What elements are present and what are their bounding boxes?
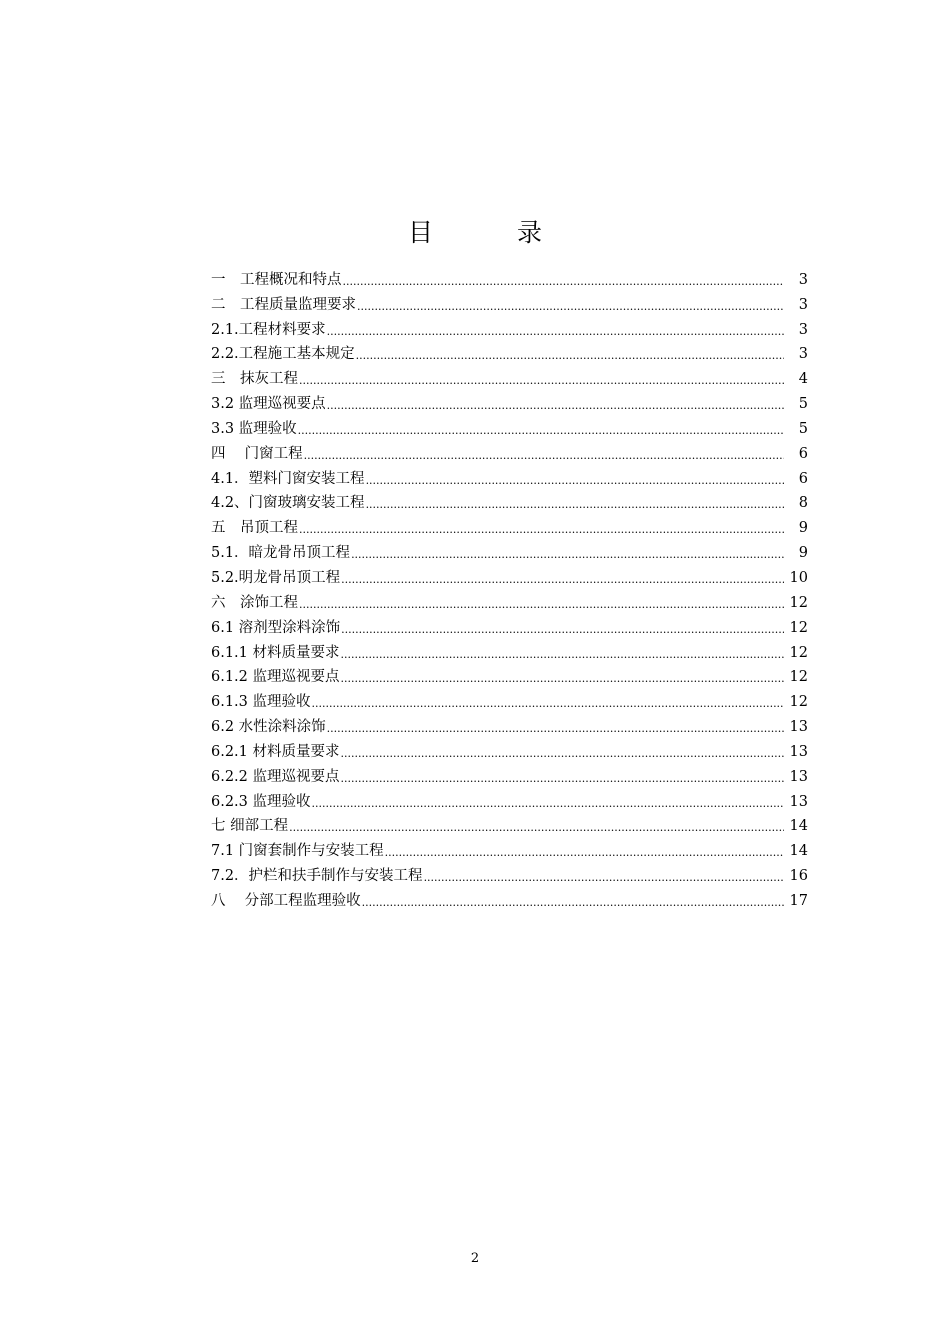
toc-leader-dots	[312, 796, 784, 812]
toc-entry-page: 3	[798, 271, 808, 288]
toc-entry-page: 14	[789, 818, 808, 835]
toc-entry[interactable]	[211, 315, 808, 340]
toc-leader-dots	[356, 348, 784, 364]
toc-entry[interactable]	[211, 836, 808, 861]
toc-leader-dots	[341, 647, 784, 663]
toc-leader-dots	[385, 845, 784, 861]
toc-entry[interactable]	[211, 513, 808, 538]
toc-entry[interactable]	[211, 762, 808, 787]
toc-entry[interactable]	[211, 812, 808, 837]
page-number: 2	[470, 1251, 480, 1266]
toc-entry-label: 6.1 溶剂型涂料涂饰	[211, 619, 341, 636]
toc-leader-dots	[327, 324, 784, 340]
toc-leader-dots	[341, 671, 784, 687]
toc-entry[interactable]	[211, 663, 808, 688]
toc-entry-page: 13	[789, 793, 808, 810]
toc-entry-page: 8	[798, 495, 808, 512]
toc-leader-dots	[341, 746, 784, 762]
toc-entry-label: 3.3 监理验收	[211, 420, 297, 437]
toc-entry-label: 6.1.1 材料质量要求	[211, 644, 340, 661]
toc-entry-label: 7.2．护栏和扶手制作与安装工程	[211, 868, 423, 885]
toc-entry[interactable]	[211, 861, 808, 886]
toc-entry-label: 7.1 门窗套制作与安装工程	[211, 843, 384, 860]
toc-entry-label: 4.1．塑料门窗安装工程	[211, 470, 365, 487]
toc-entry-page: 12	[789, 694, 808, 711]
toc-entry[interactable]	[211, 737, 808, 762]
toc-entry-page: 3	[798, 346, 808, 363]
toc-entry[interactable]	[211, 538, 808, 563]
toc-entry[interactable]	[211, 588, 808, 613]
toc-entry[interactable]	[211, 712, 808, 737]
toc-entry[interactable]	[211, 687, 808, 712]
toc-entry-label: 5.1．暗龙骨吊顶工程	[211, 545, 351, 562]
toc-entry-page: 9	[798, 545, 808, 562]
toc-entry-page: 12	[789, 594, 808, 611]
toc-entry-label: 5.2.明龙骨吊顶工程	[211, 569, 341, 586]
toc-entry[interactable]	[211, 787, 808, 812]
toc-entry-page: 17	[789, 892, 808, 909]
toc-entry[interactable]	[211, 290, 808, 315]
toc-entry-page: 6	[798, 470, 808, 487]
toc-leader-dots	[366, 497, 784, 513]
toc-entry-label: 6.2 水性涂料涂饰	[211, 719, 326, 736]
toc-entry-label: 6.2.3 监理验收	[211, 793, 311, 810]
toc-entry[interactable]	[211, 638, 808, 663]
toc-entry[interactable]	[211, 489, 808, 514]
toc-entry-page: 4	[798, 371, 808, 388]
toc-entry-label: 2.1.工程材料要求	[211, 321, 326, 338]
toc-entry-label: 6.2.2 监理巡视要点	[211, 768, 340, 785]
toc-entry-page: 12	[789, 669, 808, 686]
toc-entry-label: 2.2.工程施工基本规定	[211, 346, 355, 363]
toc-entry-label: 八 分部工程监理验收	[211, 892, 361, 909]
toc-entry-page: 3	[798, 296, 808, 313]
toc-entry-page: 13	[789, 743, 808, 760]
toc-entry[interactable]	[211, 563, 808, 588]
toc-leader-dots	[298, 423, 784, 439]
toc-leader-dots	[304, 448, 784, 464]
toc-entry-label: 七 细部工程	[211, 818, 289, 835]
toc-entry-label: 六 涂饰工程	[211, 594, 298, 611]
toc-leader-dots	[312, 696, 784, 712]
toc-entry-page: 13	[789, 768, 808, 785]
toc-entry-page: 12	[789, 644, 808, 661]
toc-leader-dots	[327, 398, 784, 414]
toc-entry-label: 一 工程概况和特点	[211, 271, 342, 288]
toc-leader-dots	[299, 597, 784, 613]
toc-leader-dots	[299, 373, 784, 389]
toc-entry-label: 3.2 监理巡视要点	[211, 396, 326, 413]
toc-leader-dots	[341, 771, 784, 787]
toc-entry-label: 6.1.3 监理验收	[211, 694, 311, 711]
toc-entry-label: 4.2、门窗玻璃安装工程	[211, 495, 365, 512]
toc-entry[interactable]	[211, 364, 808, 389]
toc-leader-dots	[357, 299, 784, 315]
toc-entry-page: 6	[798, 445, 808, 462]
toc-entry[interactable]	[211, 439, 808, 464]
toc-leader-dots	[289, 820, 784, 836]
toc-entry-page: 10	[789, 569, 808, 586]
toc-entry-page: 16	[789, 868, 808, 885]
toc-title: 目 录	[408, 218, 580, 247]
toc-leader-dots	[343, 274, 785, 290]
toc-entry-label: 二 工程质量监理要求	[211, 296, 356, 313]
toc-entry-label: 6.2.1 材料质量要求	[211, 743, 340, 760]
toc-entry-label: 三 抹灰工程	[211, 371, 298, 388]
toc-entry-page: 14	[789, 843, 808, 860]
toc-entry[interactable]	[211, 464, 808, 489]
toc-leader-dots	[362, 895, 784, 911]
toc-entry-page: 9	[798, 520, 808, 537]
toc-entry-label: 6.1.2 监理巡视要点	[211, 669, 340, 686]
toc-entry-label: 五 吊顶工程	[211, 520, 298, 537]
toc-entry[interactable]	[211, 414, 808, 439]
toc-entry-page: 5	[798, 420, 808, 437]
toc-entry-page: 5	[798, 396, 808, 413]
toc-leader-dots	[327, 721, 784, 737]
toc-entry-page: 13	[789, 719, 808, 736]
toc-entry[interactable]	[211, 613, 808, 638]
toc-leader-dots	[341, 572, 784, 588]
toc-leader-dots	[341, 622, 784, 638]
toc-leader-dots	[424, 870, 784, 886]
toc-entry[interactable]	[211, 886, 808, 911]
toc-entry-page: 3	[798, 321, 808, 338]
toc-entry[interactable]	[211, 265, 808, 290]
toc-entry-page: 12	[789, 619, 808, 636]
toc-leader-dots	[366, 473, 784, 489]
toc-entry-label: 四 门窗工程	[211, 445, 303, 462]
toc-leader-dots	[351, 547, 784, 563]
toc-entry[interactable]	[211, 340, 808, 365]
toc-entry[interactable]	[211, 389, 808, 414]
toc-leader-dots	[299, 522, 784, 538]
table-of-contents	[211, 265, 808, 911]
